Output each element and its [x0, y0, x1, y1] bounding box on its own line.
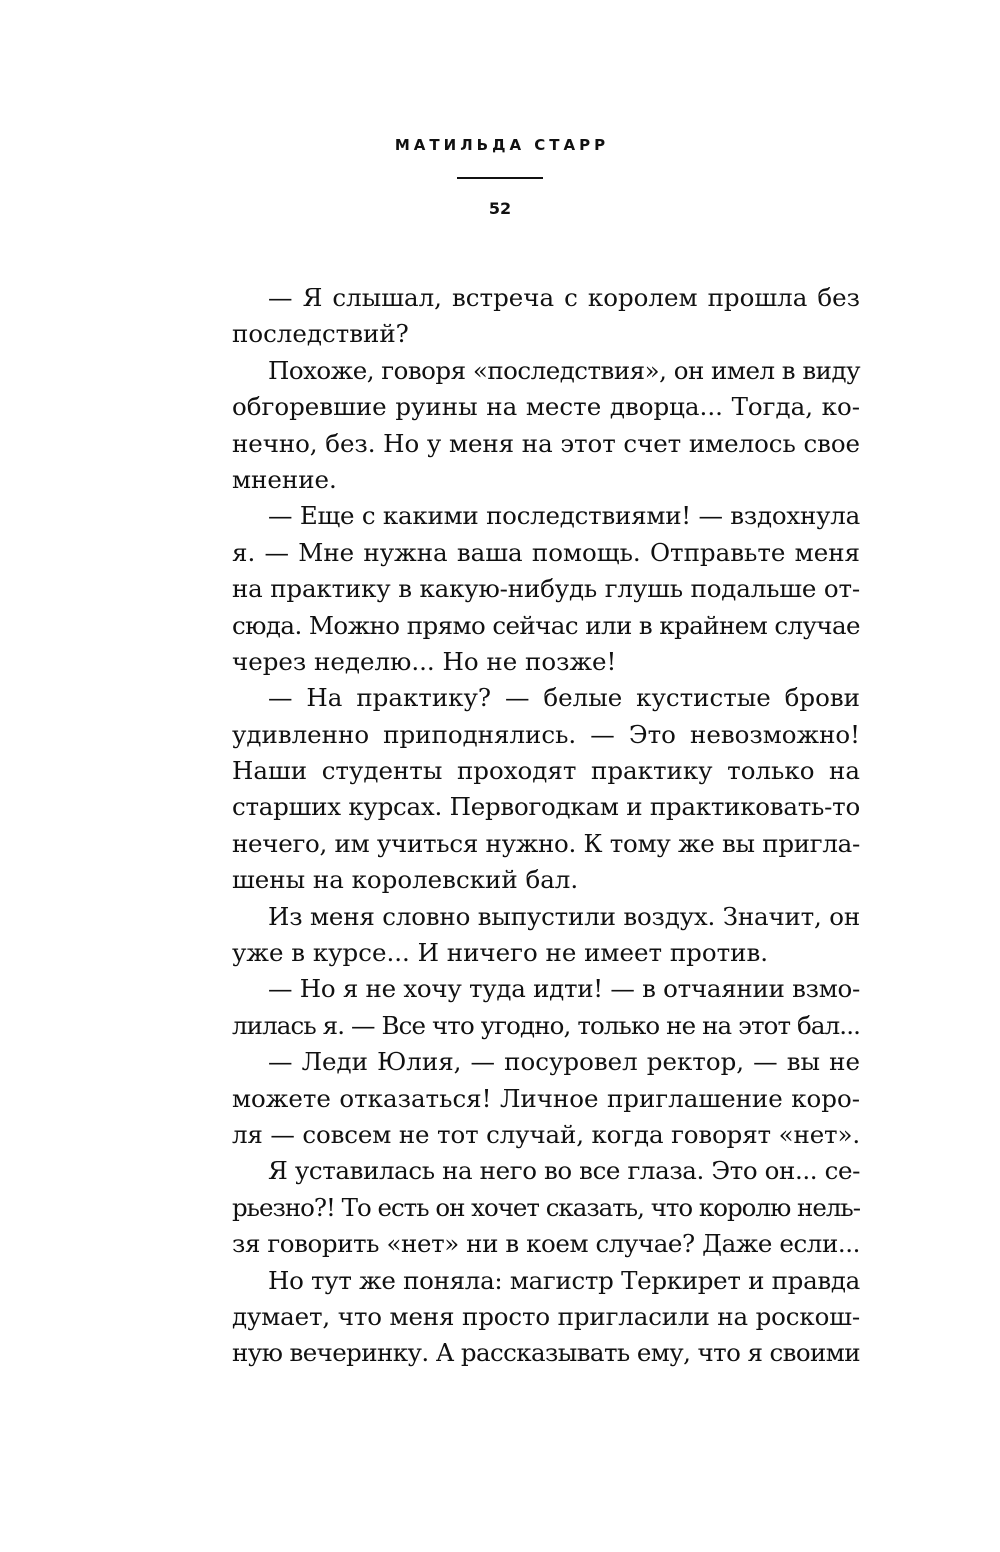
text-line: обгоревшие руины на месте дворца... Тогда, ко- [232, 392, 860, 422]
text-line: — На практику? — белые кустистые брови [268, 683, 860, 713]
paragraph [232, 680, 860, 898]
text-line: удивленно приподнялись. — Это невозможно! [232, 719, 860, 749]
text-line: Я уставилась на него во все глаза. Это он... се- [268, 1156, 860, 1186]
text-line: рьезно?! То есть он хочет сказать, что королю нель- [232, 1192, 860, 1222]
text-line: шены на королевский бал. [232, 865, 579, 895]
paragraph [232, 353, 860, 499]
page-number: 52 [488, 199, 512, 218]
text-line: последствий? [232, 319, 409, 349]
text-line: сюда. Можно прямо сейчас или в крайнем случае [232, 610, 860, 640]
text-line: нечего, им учиться нужно. К тому же вы пригла- [232, 828, 860, 858]
author-name: МАТИЛЬДА СТАРР [394, 136, 610, 154]
text-line: зя говорить «нет» ни в коем случае? Даже если... [232, 1229, 860, 1259]
paragraph [232, 498, 860, 680]
paragraph [232, 971, 860, 1044]
text-line: ля — совсем не тот случай, когда говорят «нет». [232, 1119, 860, 1149]
text-line: нечно, без. Но у меня на этот счет имелось свое [232, 428, 860, 458]
text-line: уже в курсе... И ничего не имеет против. [232, 938, 769, 968]
text-line: — Но я не хочу туда идти! — в отчаянии взмо- [268, 974, 860, 1004]
paragraph [232, 1263, 860, 1372]
text-line: — Еще с какими последствиями! — вздохнула [268, 501, 860, 531]
text-line: — Я слышал, встреча с королем прошла без [268, 283, 860, 312]
paragraph [232, 1153, 860, 1262]
text-line: думает, что меня просто пригласили на роскош- [232, 1301, 860, 1331]
text-line: Но тут же поняла: магистр Теркирет и правда [268, 1265, 860, 1295]
text-line: Похоже, говоря «последствия», он имел в виду [268, 355, 860, 385]
text-line: мнение. [232, 464, 337, 494]
text-line: лилась я. — Все что угодно, только не на этот бал... [232, 1010, 860, 1040]
text-line: старших курсах. Первогодкам и практиковать-то [232, 792, 860, 822]
text-line: на практику в какую-нибудь глушь подальше от- [232, 574, 860, 604]
paragraph [232, 1044, 860, 1153]
text-line: ную вечеринку. А рассказывать ему, что я своими [232, 1338, 860, 1368]
text-line: можете отказаться! Личное приглашение коро- [232, 1083, 860, 1113]
text-line: — Леди Юлия, — посуровел ректор, — вы не [268, 1047, 860, 1077]
paragraph [232, 899, 860, 972]
paragraph [232, 280, 860, 353]
header-rule [457, 177, 543, 179]
body-text [232, 280, 860, 1372]
text-line: я. — Мне нужна ваша помощь. Отправьте меня [232, 537, 860, 567]
running-header [0, 136, 1000, 218]
text-line: Из меня словно выпустили воздух. Значит, он [268, 901, 860, 931]
text-line: Наши студенты проходят практику только на [232, 756, 860, 786]
text-line: через неделю... Но не позже! [232, 646, 617, 676]
